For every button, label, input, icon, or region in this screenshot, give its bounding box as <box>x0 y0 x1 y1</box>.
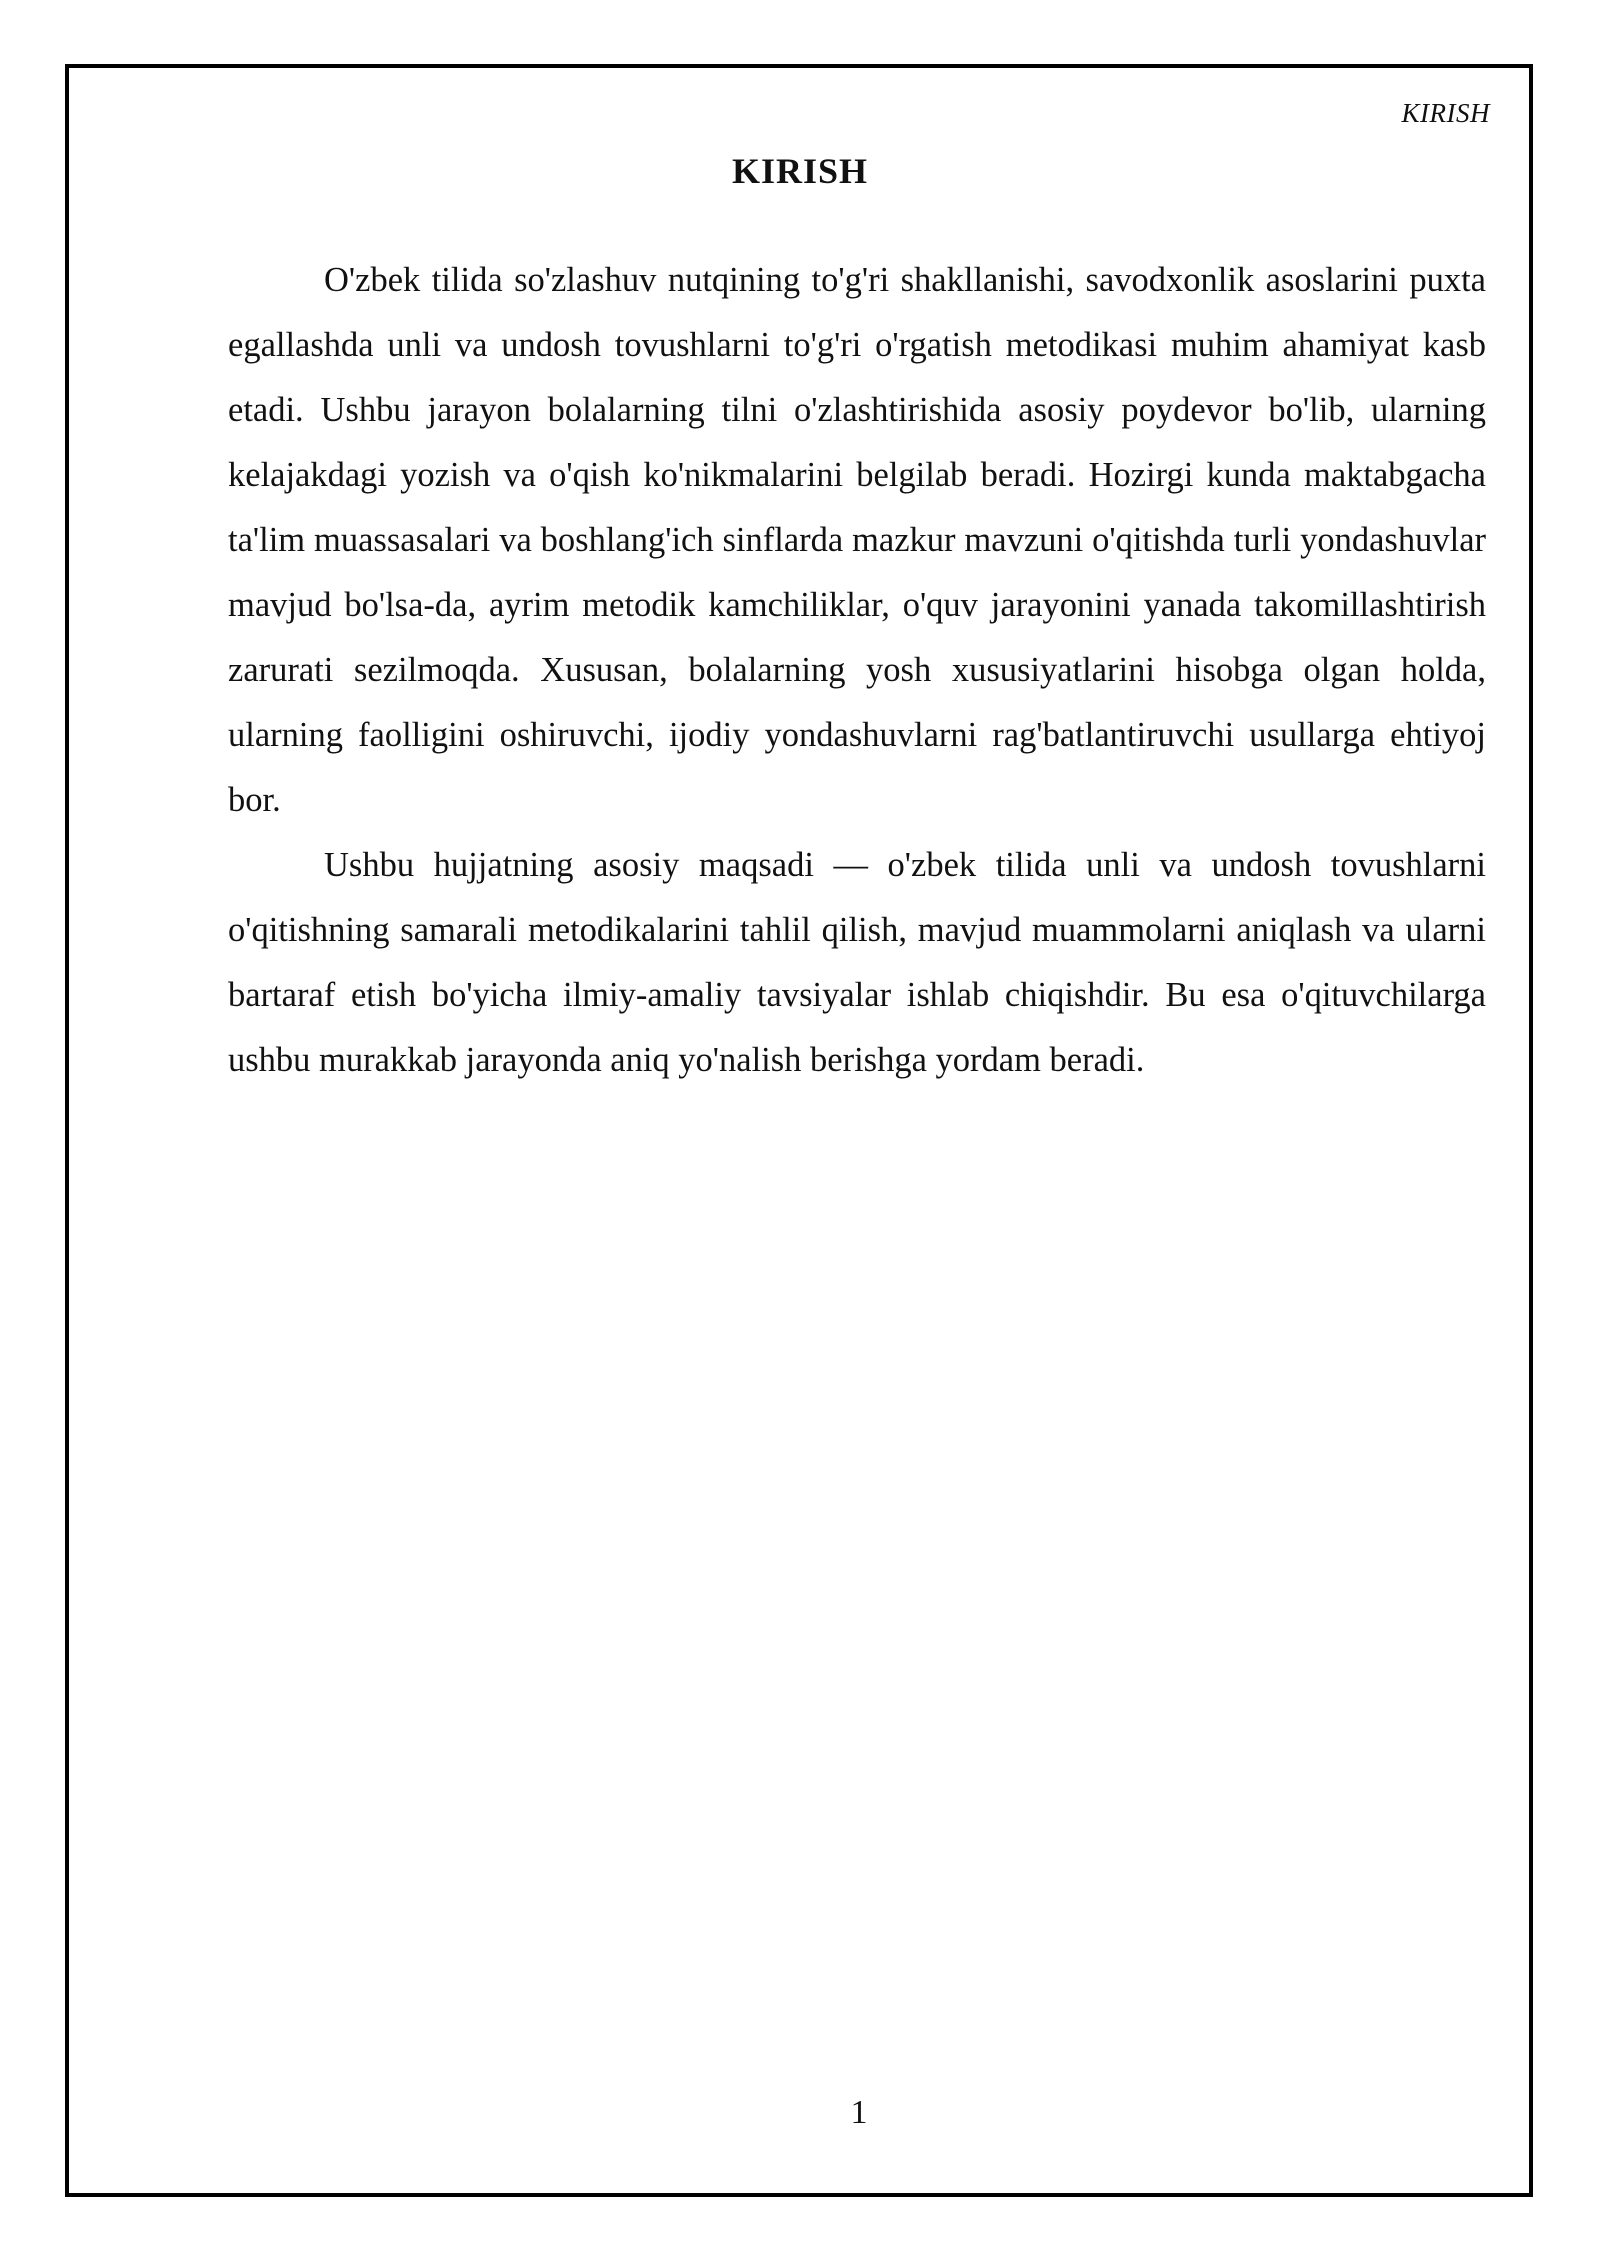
paragraph: Ushbu hujjatning asosiy maqsadi — o'zbek tilida unli va undosh tovushlarni o'qitishning samarali metodikalarini tahlil qilish, mavjud muammolarni aniqlash va ularni bartaraf etish bo'yicha ilmiy-amaliy tavsiyalar ishlab chiqishdir. Bu esa o'qituvchilarga ushbu murakkab jarayonda aniq yo'nalish berishga yordam beradi. <box>228 846 1486 1079</box>
running-header: KIRISH <box>1401 98 1490 128</box>
section-title: KIRISH <box>731 151 869 191</box>
body-text <box>228 248 1486 1093</box>
paragraph: O'zbek tilida so'zlashuv nutqining to'g'ri shakllanishi, savodxonlik asoslarini puxta egallashda unli va undosh tovushlarni to'g'ri o'rgatish metodikasi muhim ahamiyat kasb etadi. Ushbu jarayon bolalarning tilni o'zlashtirishida asosiy poydevor bo'lib, ularning kelajakdagi yozish va o'qish ko'nikmalarini belgilab beradi. Hozirgi kunda maktabgacha ta'lim muassasalari va boshlang'ich sinflarda mazkur mavzuni o'qitishda turli yondashuvlar mavjud bo'lsa-da, ayrim metodik kamchiliklar, o'quv jarayonini yanada takomillashtirish zarurati sezilmoqda. Xususan, bolalarning yosh xususiyatlarini hisobga olgan holda, ularning faolligini oshiruvchi, ijodiy yondashuvlarni rag'batlantiruvchi usullarga ehtiyoj bor. <box>228 261 1486 819</box>
page-number: 1 <box>850 2094 868 2131</box>
